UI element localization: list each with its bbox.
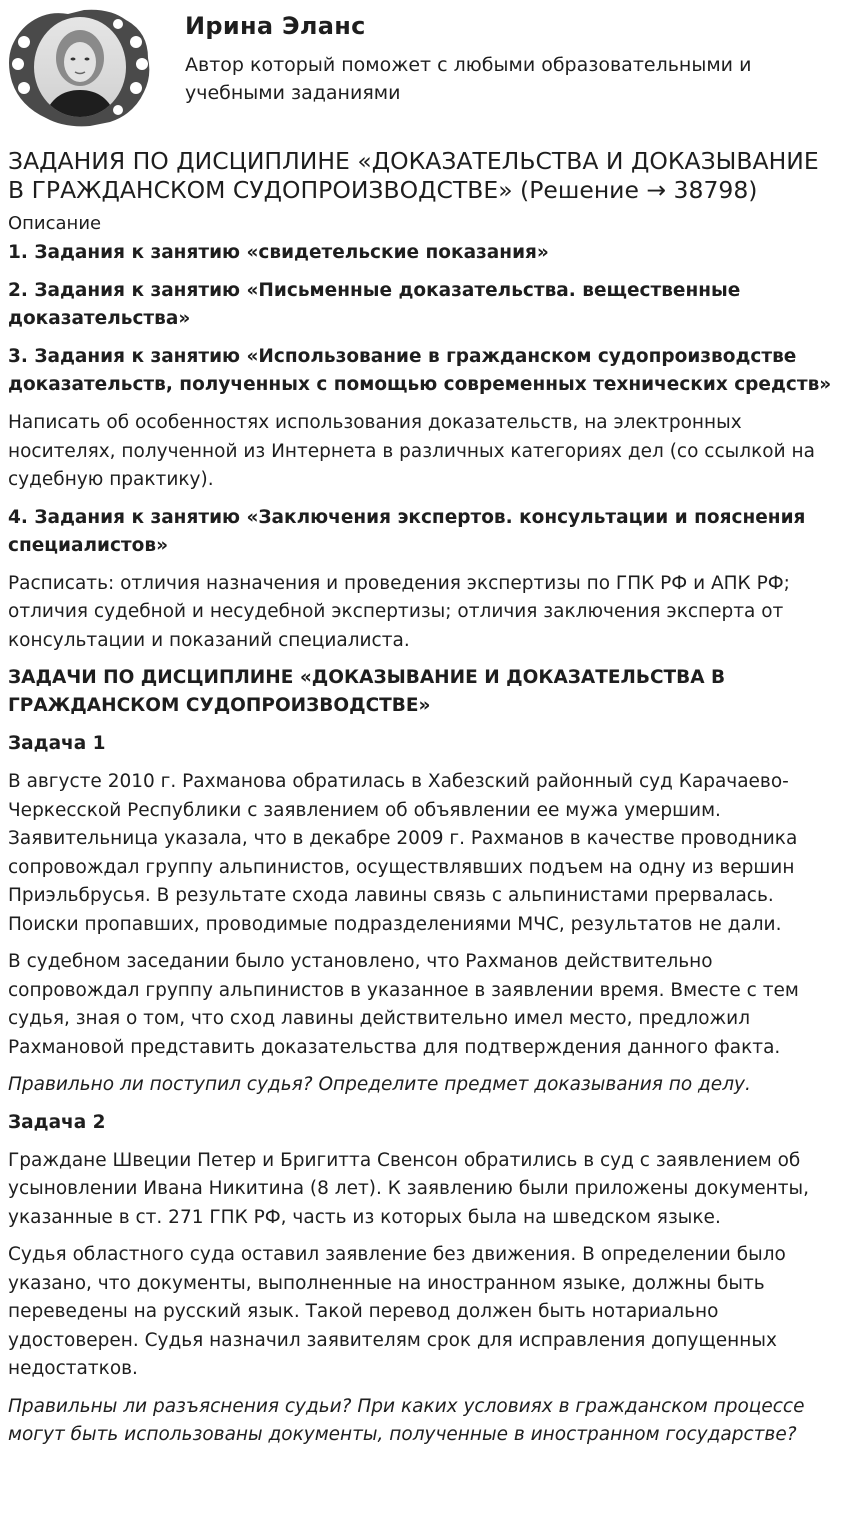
task4-heading: 4. Задания к занятию «Заключения экспертов. консультации и пояснения специалистов» [8, 506, 806, 556]
problem1-paragraph: В августе 2010 г. Рахманова обратилась в Хабезский районный суд Карачаево-Черкесской Республики с заявлением об объявлении ее мужа умершим. Заявительница указала, что в декабре 2009 г. Рахманов в качестве проводника сопровождал группу альпинистов, осуществлявших подъем на одну из вершин Приэльбрусья. В результате схода лавины связь с альпинистами прервалась. Поиски пропавших, проводимые подразделениями МЧС, результатов не дали. [8, 771, 798, 935]
author-description: Автор который поможет с любыми образовательными и учебными заданиями [185, 54, 752, 104]
task4-text: Расписать: отличия назначения и проведения экспертизы по ГПК РФ и АПК РФ; отличия судебной и несудебной экспертизы; отличия заключения эксперта от консультации и показаний специалиста. [8, 572, 790, 651]
problem1-question: Правильно ли поступил судья? Определите предмет доказывания по делу. [8, 1074, 751, 1095]
problem1-heading: Задача 1 [8, 733, 106, 754]
problem2-paragraph: Судья областного суда оставил заявление без движения. В определении было указано, что документы, выполненные на иностранном языке, должны быть переведены на русский язык. Такой перевод должен быть нотариально удостоверен. Судья назначил заявителям срок для исправления допущенных недостатков. [8, 1244, 786, 1379]
author-portrait-film-reel-icon [6, 6, 152, 128]
task3-text: Написать об особенностях использования доказательств, на электронных носителях, полученной из Интернета в различных категориях дел (со ссылкой на судебную практику). [8, 412, 815, 490]
author-name[interactable]: Ирина Эланс [185, 12, 366, 40]
page-title: ЗАДАНИЯ ПО ДИСЦИПЛИНЕ «ДОКАЗАТЕЛЬСТВА И ДОКАЗЫВАНИЕ В ГРАЖДАНСКОМ СУДОПРОИЗВОДСТВЕ» (Решение → 38798) [8, 147, 819, 204]
author-avatar[interactable] [6, 6, 152, 128]
problems-heading: ЗАДАЧИ ПО ДИСЦИПЛИНЕ «ДОКАЗЫВАНИЕ И ДОКАЗАТЕЛЬСТВА В ГРАЖДАНСКОМ СУДОПРОИЗВОДСТВЕ» [8, 667, 726, 716]
problem2-paragraph: Граждане Швеции Петер и Бригитта Свенсон обратились в суд с заявлением об усыновлении Ивана Никитина (8 лет). К заявлению были приложены документы, указанные в ст. 271 ГПК РФ, часть из которых была на шведском языке. [8, 1149, 810, 1228]
problem2-heading: Задача 2 [8, 1111, 106, 1133]
task2-heading: 2. Задания к занятию «Письменные доказательства. вещественные доказательства» [8, 280, 741, 329]
document-content [8, 147, 840, 1459]
task3-heading: 3. Задания к занятию «Использование в гражданском судопроизводстве доказательств, полученных с помощью современных технических средств» [8, 346, 832, 395]
author-header [0, 0, 847, 132]
description-label: Описание [8, 213, 102, 234]
problem1-paragraph: В судебном заседании было установлено, что Рахманов действительно сопровождал группу альпинистов в указанное в заявлении время. Вместе с тем судья, зная о том, что сход лавины действительно имел место, предложил Рахмановой представить доказательства для подтверждения данного факта. [8, 951, 799, 1058]
task1-heading: 1. Задания к занятию «свидетельские показания» [8, 242, 549, 263]
problem2-question: Правильны ли разъяснения судьи? При каких условиях в гражданском процессе могут быть использованы документы, полученные в иностранном государстве? [8, 1395, 805, 1445]
